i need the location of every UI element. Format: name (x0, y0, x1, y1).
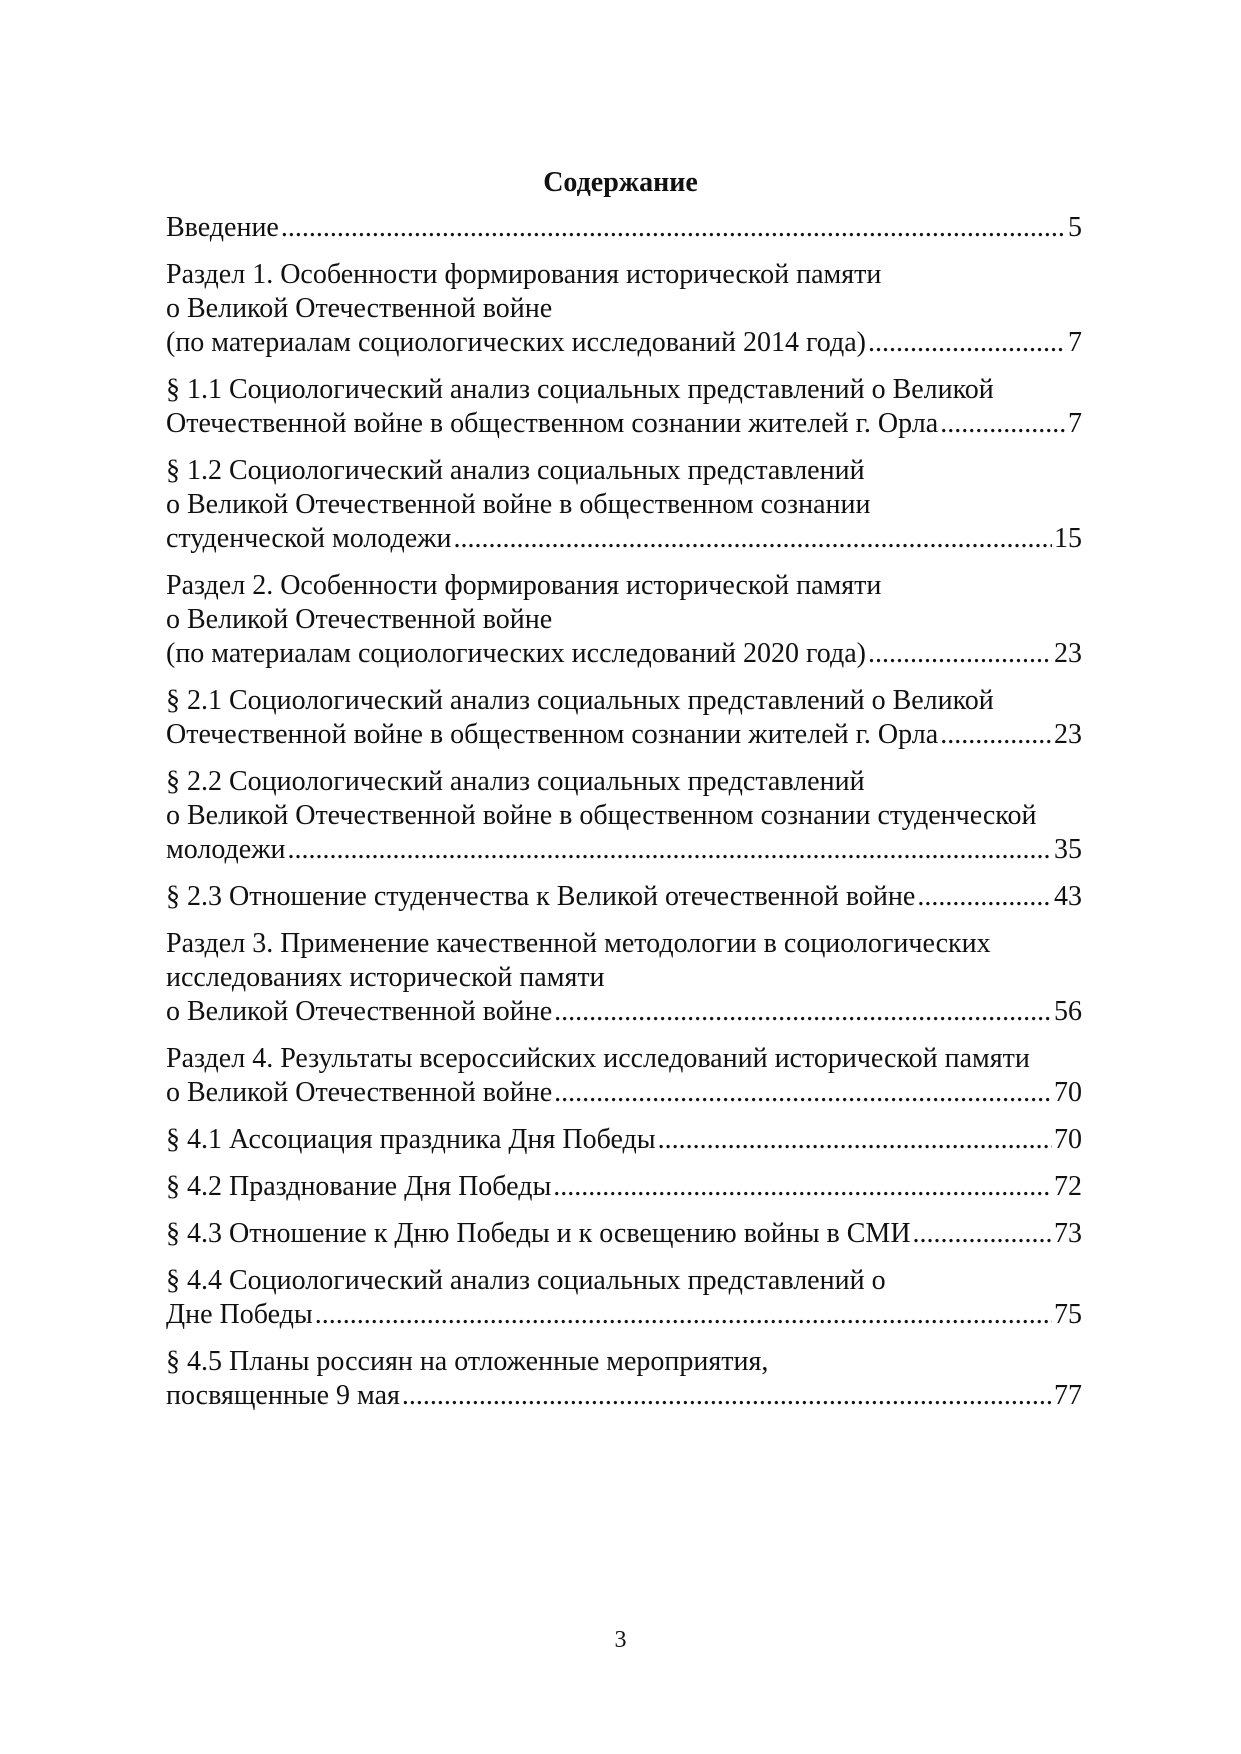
toc-entry-last-line (166, 880, 1082, 914)
toc-entry-last-line (166, 1076, 1082, 1110)
toc-entry-last-line (166, 1379, 1082, 1413)
toc-entry-line: Раздел 1. Особенности формирования исторической памяти (166, 259, 882, 290)
toc-entry-title: о Великой Отечественной войне (166, 1077, 553, 1108)
dot-leader (315, 1298, 1052, 1332)
toc-entry (166, 1264, 1082, 1332)
toc-entry-page-number: 7 (1068, 408, 1082, 439)
dot-leader (554, 1076, 1052, 1110)
toc-entry (166, 1123, 1082, 1157)
toc-entry-line: о Великой Отечественной войне в общественном сознании студенческой (166, 800, 1037, 831)
toc-entry (166, 454, 1082, 556)
toc-entry-title: § 4.2 Празднование Дня Победы (166, 1171, 552, 1202)
toc-entry (166, 765, 1082, 867)
toc-entry (166, 927, 1082, 1029)
toc-entry-page-number: 72 (1054, 1171, 1082, 1202)
dot-leader (658, 1123, 1052, 1157)
toc-entry-title: о Великой Отечественной войне (166, 996, 553, 1027)
dot-leader (913, 1217, 1052, 1251)
page-number: 3 (614, 1627, 627, 1653)
toc-entry (166, 1042, 1082, 1110)
toc-entry-title: Дне Победы (166, 1299, 313, 1330)
toc-entry-page-number: 35 (1054, 834, 1082, 865)
toc-entry-title: § 4.3 Отношение к Дню Победы и к освещению войны в СМИ (166, 1218, 911, 1249)
toc-entry-line: § 4.4 Социологический анализ социальных представлений о (166, 1265, 886, 1296)
toc-entry-page-number: 70 (1054, 1124, 1082, 1155)
toc-entry (166, 211, 1082, 245)
toc-entry-last-line (166, 407, 1082, 441)
dot-leader (288, 833, 1052, 867)
toc-entry (166, 684, 1082, 752)
toc-entry (166, 1217, 1082, 1251)
toc-entry-page-number: 56 (1054, 996, 1082, 1027)
toc-entry-title: молодежи (166, 834, 286, 865)
toc-entry-page-number: 5 (1068, 212, 1082, 243)
dot-leader (402, 1379, 1052, 1413)
toc-entry-last-line (166, 833, 1082, 867)
toc-entry-last-line (166, 1217, 1082, 1251)
toc-entry-line: Раздел 3. Применение качественной методологии в социологических (166, 928, 991, 959)
toc-entry (166, 880, 1082, 914)
dot-leader (940, 407, 1066, 441)
toc-entry-line: § 2.1 Социологический анализ социальных представлений о Великой (166, 685, 994, 716)
toc-entry-line: § 1.1 Социологический анализ социальных представлений о Великой (166, 374, 994, 405)
toc-entry-page-number: 73 (1054, 1218, 1082, 1249)
toc-entry-last-line (166, 995, 1082, 1029)
toc-title: Содержание (543, 167, 698, 198)
toc-entry-last-line (166, 211, 1082, 245)
toc-entry-page-number: 70 (1054, 1077, 1082, 1108)
toc-entry (166, 373, 1082, 441)
dot-leader (868, 637, 1052, 671)
dot-leader (917, 880, 1052, 914)
toc-entry-title: Введение (166, 212, 279, 243)
toc-entry-line: § 2.2 Социологический анализ социальных представлений (166, 766, 865, 797)
toc-entry-title: (по материалам социологических исследований 2014 года) (166, 327, 866, 358)
toc-entry-page-number: 23 (1054, 719, 1082, 750)
toc-entry-last-line (166, 718, 1082, 752)
toc-entry-title: студенческой молодежи (166, 523, 452, 554)
dot-leader (454, 522, 1052, 556)
toc-entry-last-line (166, 1123, 1082, 1157)
toc-entry-last-line (166, 522, 1082, 556)
toc-entry (166, 1345, 1082, 1413)
toc-entry-title: Отечественной войне в общественном сознании жителей г. Орла (166, 719, 939, 750)
toc-entry (166, 1170, 1082, 1204)
toc-entry-line: исследованиях исторической памяти (166, 962, 605, 993)
dot-leader (281, 211, 1066, 245)
table-of-contents (166, 211, 1082, 1426)
toc-entry-line: § 1.2 Социологический анализ социальных представлений (166, 455, 865, 486)
toc-entry-page-number: 43 (1054, 881, 1082, 912)
toc-entry-line: § 4.5 Планы россиян на отложенные мероприятия, (166, 1346, 769, 1377)
toc-entry-last-line (166, 1298, 1082, 1332)
toc-entry-line: о Великой Отечественной войне в общественном сознании (166, 489, 871, 520)
toc-entry-line: о Великой Отечественной войне (166, 604, 553, 635)
dot-leader (554, 995, 1052, 1029)
toc-entry-title: (по материалам социологических исследований 2020 года) (166, 638, 866, 669)
dot-leader (868, 326, 1066, 360)
toc-entry-line: о Великой Отечественной войне (166, 293, 553, 324)
dot-leader (940, 718, 1052, 752)
toc-entry-last-line (166, 637, 1082, 671)
toc-entry-page-number: 77 (1054, 1380, 1082, 1411)
toc-entry-line: Раздел 4. Результаты всероссийских исследований исторической памяти (166, 1043, 1030, 1074)
toc-entry-title: § 2.3 Отношение студенчества к Великой отечественной войне (166, 881, 916, 912)
toc-entry-page-number: 15 (1054, 523, 1082, 554)
toc-entry-page-number: 23 (1054, 638, 1082, 669)
toc-entry-page-number: 7 (1068, 327, 1082, 358)
toc-entry (166, 569, 1082, 671)
toc-entry (166, 258, 1082, 360)
toc-entry-title: Отечественной войне в общественном сознании жителей г. Орла (166, 408, 939, 439)
toc-entry-page-number: 75 (1054, 1299, 1082, 1330)
dot-leader (553, 1170, 1052, 1204)
toc-entry-title: посвященные 9 мая (166, 1380, 400, 1411)
toc-entry-last-line (166, 1170, 1082, 1204)
toc-entry-last-line (166, 326, 1082, 360)
toc-entry-line: Раздел 2. Особенности формирования исторической памяти (166, 570, 882, 601)
toc-entry-title: § 4.1 Ассоциация праздника Дня Победы (166, 1124, 656, 1155)
